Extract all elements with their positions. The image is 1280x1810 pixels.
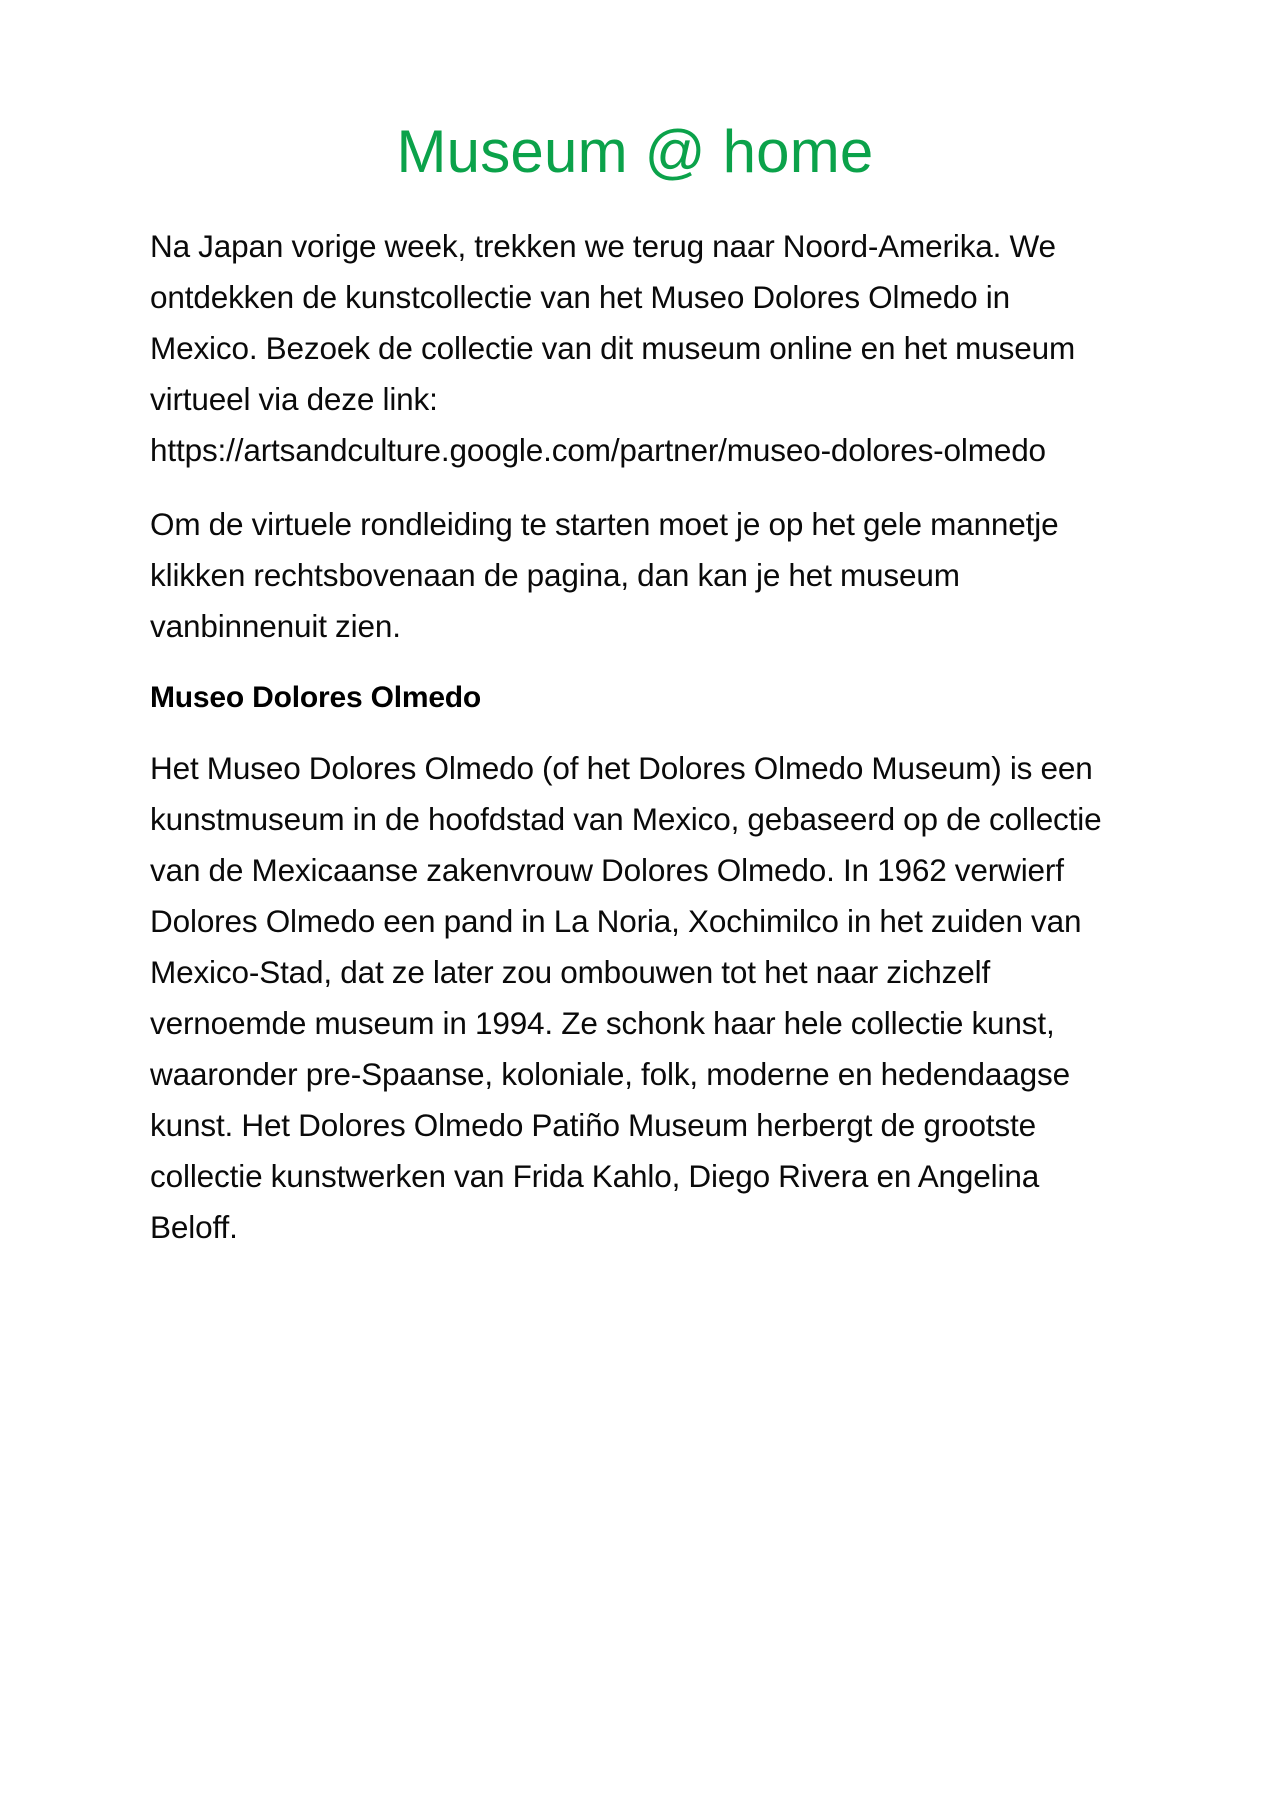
museum-description-paragraph: Het Museo Dolores Olmedo (of het Dolores Olmedo Museum) is een kunstmuseum in de hoofdstad van Mexico, gebaseerd op de collectie van de Mexicaanse zakenvrouw Dolores Olmedo. In 1962 verwierf Dolores Olmedo een pand in La Noria, Xochimilco in het zuiden van Mexico-Stad, dat ze later zou ombouwen tot het naar zichzelf vernoemde museum in 1994. Ze schonk haar hele collectie kunst, waaronder pre-Spaanse, koloniale, folk, moderne en hedendaagse kunst. Het Dolores Olmedo Patiño Museum herbergt de grootste collectie kunstwerken van Frida Kahlo, Diego Rivera en Angelina Beloff. <box>150 750 1102 1246</box>
page-bottom-whitespace <box>150 1253 1130 1673</box>
tour-instructions-paragraph: Om de virtuele rondleiding te starten moet je op het gele mannetje klikken rechtsbovenaan de pagina, dan kan je het museum vanbinnenuit zien. <box>150 506 1059 645</box>
intro-paragraph: Na Japan vorige week, trekken we terug naar Noord-Amerika. We ontdekken de kunstcollectie van het Museo Dolores Olmedo in Mexico. Bezoek de collectie van dit museum online en het museum virtueel via deze link: https://artsandculture.google.com/partner/museo-dolores-olmedo <box>150 228 1076 469</box>
document-content <box>150 118 1130 1673</box>
section-heading-museo-dolores-olmedo: Museo Dolores Olmedo <box>150 681 482 715</box>
page-title: Museum @ home <box>396 118 874 185</box>
